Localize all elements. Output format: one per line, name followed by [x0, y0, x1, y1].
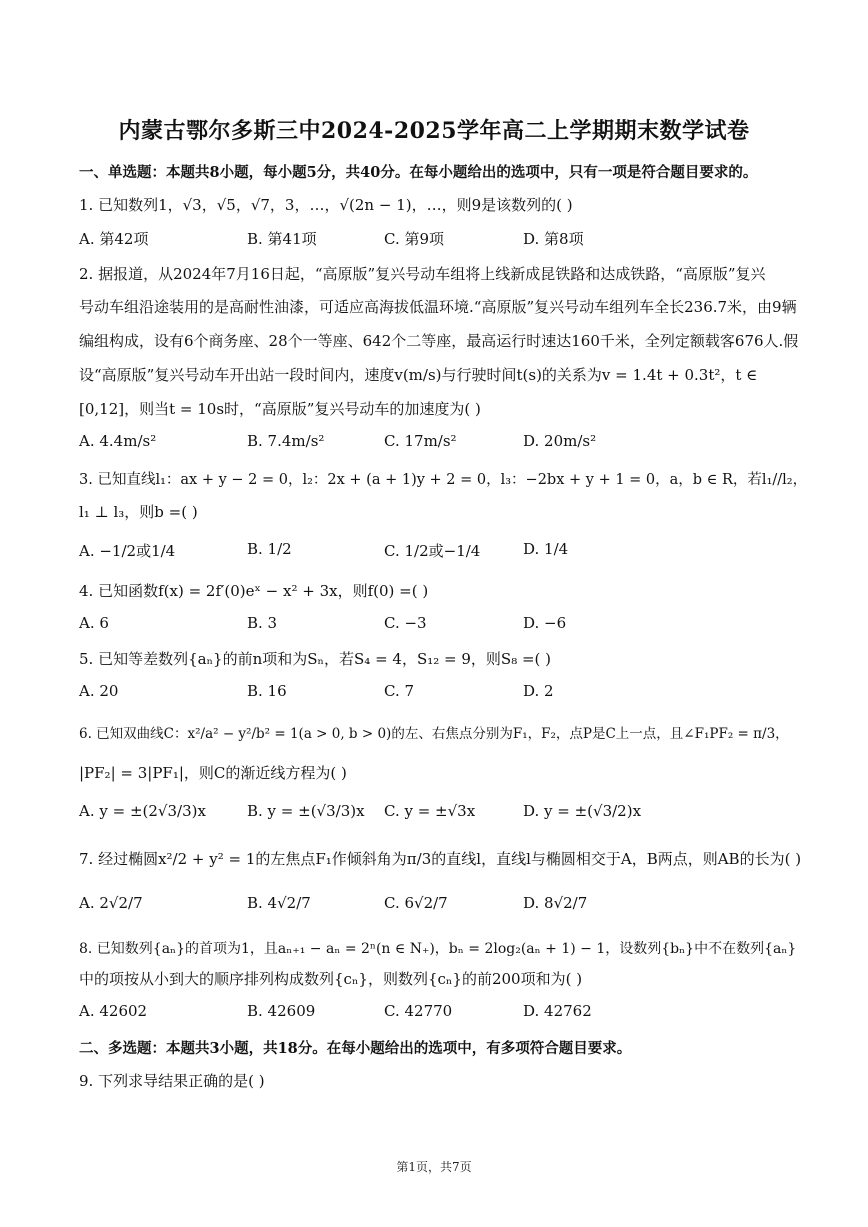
question-7-option-c: C. 6√2/7 — [384, 894, 448, 912]
question-5-option-d: D. 2 — [523, 682, 554, 700]
question-5-option-b: B. 16 — [247, 682, 287, 700]
question-8-option-d: D. 42762 — [523, 1002, 592, 1020]
question-4-options — [79, 614, 799, 636]
question-8-option-c: C. 42770 — [384, 1002, 453, 1020]
question-8-options — [79, 1002, 799, 1024]
question-2-line-2: 号动车组沿途装用的是高耐性油漆，可适应高海拔低温环境.“高原版”复兴号动车组列车全长236.7米，由9辆 — [79, 298, 797, 316]
exam-title: 内蒙古鄂尔多斯三中2024-2025学年高二上学期期末数学试卷 — [118, 118, 750, 144]
question-5-stem: 5. 已知等差数列{aₙ}的前n项和为Sₙ，若S₄ = 4，S₁₂ = 9，则S₈ =( ) — [79, 650, 552, 668]
question-4-stem: 4. 已知函数f(x) = 2f′(0)eˣ − x² + 3x，则f(0) =( ) — [79, 582, 429, 600]
question-3-option-b: B. 1/2 — [247, 540, 292, 558]
question-1-option-b: B. 第41项 — [247, 230, 317, 248]
question-3-line-2: l₁ ⊥ l₃，则b =( ) — [79, 503, 198, 521]
question-3-options — [79, 540, 799, 562]
question-1-option-a: A. 第42项 — [79, 230, 149, 248]
question-2-option-c: C. 17m/s² — [384, 432, 457, 450]
question-3-option-d: D. 1/4 — [523, 540, 569, 558]
question-1-options — [79, 228, 799, 250]
question-8-option-a: A. 42602 — [79, 1002, 148, 1020]
question-8-line-1: 8. 已知数列{aₙ}的首项为1，且aₙ₊₁ − aₙ = 2ⁿ(n ∈ N₊)，bₙ = 2log₂(aₙ + 1) − 1，设数列{bₙ}中不在数列{aₙ} — [79, 941, 797, 957]
section-multi-choice-heading: 二、多选题：本题共3小题，共18分。在每小题给出的选项中，有多项符合题目要求。 — [79, 1040, 632, 1057]
question-4-option-c: C. −3 — [384, 614, 427, 632]
question-5-options — [79, 682, 799, 704]
question-6-option-a: A. y = ±(2√3/3)x — [79, 802, 206, 820]
question-1-option-c: C. 第9项 — [384, 230, 445, 248]
question-7-options — [79, 894, 799, 916]
question-4-option-b: B. 3 — [247, 614, 278, 632]
question-6-options — [79, 802, 799, 824]
question-3-line-1: 3. 已知直线l₁：ax + y − 2 = 0，l₂：2x + (a + 1)y + 2 = 0，l₃：−2bx + y + 1 = 0，a，b ∈ R，若l₁//l₂， — [79, 472, 808, 488]
question-2-line-5: [0,12]，则当t = 10s时，“高原版”复兴号动车的加速度为( ) — [79, 400, 481, 418]
question-2-line-4: 设“高原版”复兴号动车开出站一段时间内，速度v(m/s)与行驶时间t(s)的关系为v = 1.4t + 0.3t²，t ∈ — [79, 366, 758, 384]
question-7-option-d: D. 8√2/7 — [523, 894, 588, 912]
question-4-option-d: D. −6 — [523, 614, 567, 632]
question-2-option-b: B. 7.4m/s² — [247, 432, 325, 450]
question-7-option-a: A. 2√2/7 — [79, 894, 143, 912]
question-2-option-d: D. 20m/s² — [523, 432, 597, 450]
question-7-stem: 7. 经过椭圆x²/2 + y² = 1的左焦点F₁作倾斜角为π/3的直线l，直线l与椭圆相交于A，B两点，则AB的长为( ) — [79, 850, 802, 868]
question-9-stem: 9. 下列求导结果正确的是( ) — [79, 1072, 265, 1090]
question-3-option-a: A. −1/2或1/4 — [79, 542, 176, 560]
question-6-option-b: B. y = ±(√3/3)x — [247, 802, 365, 820]
section-single-choice-heading: 一、单选题：本题共8小题，每小题5分，共40分。在每小题给出的选项中，只有一项是符合题目要求的。 — [79, 164, 758, 181]
question-8-line-2: 中的项按从小到大的顺序排列构成数列{cₙ}，则数列{cₙ}的前200项和为( ) — [79, 970, 583, 988]
question-3-option-c: C. 1/2或−1/4 — [384, 542, 481, 560]
question-2-line-1: 2. 据报道，从2024年7月16日起，“高原版”复兴号动车组将上线新成昆铁路和达成铁路，“高原版”复兴 — [79, 265, 766, 283]
page-footer: 第1页，共7页 — [396, 1160, 472, 1174]
question-7-option-b: B. 4√2/7 — [247, 894, 311, 912]
question-5-option-a: A. 20 — [79, 682, 119, 700]
question-6-option-d: D. y = ±(√3/2)x — [523, 802, 642, 820]
question-1-stem: 1. 已知数列1，√3，√5，√7，3，…，√(2n − 1)，…，则9是该数列的( ) — [79, 196, 573, 214]
question-6-line-2: |PF₂| = 3|PF₁|，则C的渐近线方程为( ) — [79, 764, 347, 782]
question-2-line-3: 编组构成，设有6个商务座、28个一等座、642个二等座，最高运行时速达160千米，全列定额载客676人.假 — [79, 332, 799, 350]
question-2-options — [79, 432, 799, 454]
question-6-option-c: C. y = ±√3x — [384, 802, 476, 820]
question-5-option-c: C. 7 — [384, 682, 415, 700]
question-8-option-b: B. 42609 — [247, 1002, 316, 1020]
question-6-line-1: 6. 已知双曲线C：x²/a² − y²/b² = 1(a > 0, b > 0)的左、右焦点分别为F₁，F₂，点P是C上一点，且∠F₁PF₂ = π/3， — [79, 726, 789, 742]
question-2-option-a: A. 4.4m/s² — [79, 432, 157, 450]
question-4-option-a: A. 6 — [79, 614, 109, 632]
question-1-option-d: D. 第8项 — [523, 230, 584, 248]
